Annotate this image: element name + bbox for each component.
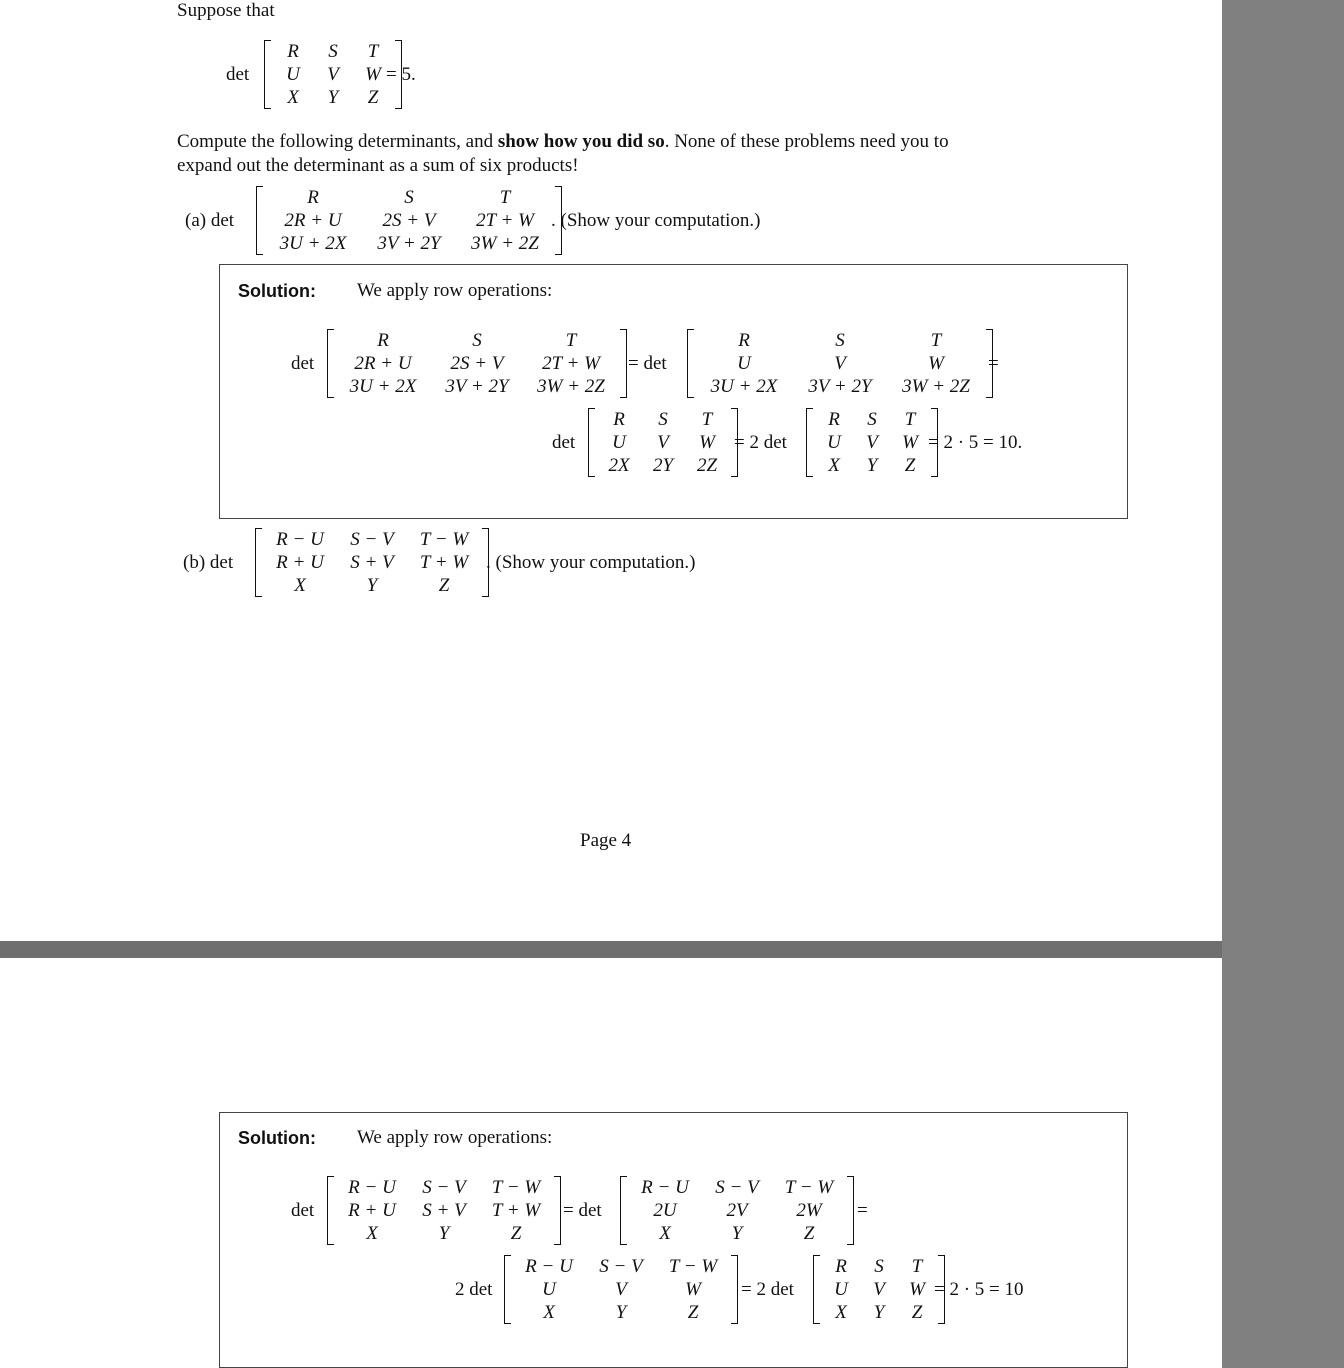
matrix-entry: T − W	[784, 1177, 834, 1198]
matrix-entry: Z	[367, 87, 379, 108]
sol-b-eq1: =	[857, 1200, 868, 1221]
matrix-entry: 3V + 2Y	[445, 376, 509, 397]
matrix-entry: V	[834, 353, 846, 374]
solution-b-box	[219, 1112, 1128, 1368]
matrix-entry: Y	[327, 87, 339, 108]
matrix-entry: V	[866, 432, 878, 453]
suppose-text: Suppose that	[177, 0, 275, 21]
matrix-entry: S − V	[350, 529, 394, 550]
problem-a-label: (a) det	[185, 210, 235, 231]
matrix-entry: Z	[687, 1302, 699, 1323]
matrix-entry: X	[366, 1223, 378, 1244]
document-page-2	[0, 958, 1222, 1368]
left-bracket	[588, 408, 595, 477]
matrix-entry: 3U + 2X	[710, 376, 778, 397]
sol-a-matrix4	[806, 408, 938, 477]
sol-b-eq-det: = det	[563, 1200, 602, 1221]
solution-a-intro: We apply row operations:	[357, 280, 553, 301]
sol-b-matrix4	[813, 1255, 945, 1324]
page-number: Page 4	[580, 830, 632, 851]
left-bracket	[327, 1176, 334, 1245]
matrix-entry: V	[327, 64, 339, 85]
matrix-entry: V	[615, 1279, 627, 1300]
matrix-entry: X	[659, 1223, 671, 1244]
matrix-entry: R	[377, 330, 389, 351]
matrix-entry: 3U + 2X	[349, 376, 417, 397]
solution-a-heading: Solution:	[238, 281, 316, 301]
left-bracket	[255, 528, 262, 597]
matrix-entry: R − U	[641, 1177, 689, 1198]
matrix-entry: T	[367, 41, 379, 62]
matrix-entry: W	[365, 64, 381, 85]
sol-a-det3: det	[552, 432, 576, 453]
left-bracket	[813, 1255, 820, 1324]
instructions-line1: Compute the following determinants, and show how you did so. None of these problems need you to	[177, 131, 949, 152]
matrix-entry: R	[613, 409, 625, 430]
matrix-entry: S + V	[422, 1200, 466, 1221]
matrix-entry: U	[834, 1279, 848, 1300]
sol-b-eq-2det: = 2 det	[741, 1279, 794, 1300]
problem-b-note: . (Show your computation.)	[486, 552, 696, 573]
matrix-entry: 2S + V	[382, 210, 436, 231]
matrix-entry: S + V	[350, 552, 394, 573]
matrix-entry: 3W + 2Z	[902, 376, 970, 397]
right-bracket	[731, 1255, 738, 1324]
sol-a-eq1: =	[988, 353, 999, 374]
matrix-entry: 2R + U	[354, 353, 412, 374]
left-bracket	[256, 186, 263, 255]
given-matrix	[264, 40, 402, 109]
matrix-entry: 2V	[726, 1200, 748, 1221]
matrix-entry: 3V + 2Y	[377, 233, 441, 254]
matrix-entry: T − W	[419, 529, 469, 550]
matrix-entry: Y	[366, 575, 378, 596]
matrix-entry: Y	[873, 1302, 885, 1323]
det-label: det	[226, 64, 250, 85]
matrix-entry: Y	[615, 1302, 627, 1323]
matrix-entry: Z	[510, 1223, 522, 1244]
matrix-entry: S − V	[599, 1256, 643, 1277]
matrix-entry: S	[404, 187, 414, 208]
matrix-entry: 3W + 2Z	[537, 376, 605, 397]
matrix-entry: X	[294, 575, 306, 596]
sol-a-result: = 2 · 5 = 10.	[928, 432, 1023, 453]
sol-a-eq-2det: = 2 det	[734, 432, 787, 453]
matrix-entry: T	[701, 409, 713, 430]
matrix-entry: U	[827, 432, 841, 453]
right-bracket	[847, 1176, 854, 1245]
left-bracket	[620, 1176, 627, 1245]
matrix-entry: S	[874, 1256, 884, 1277]
matrix-entry: T − W	[668, 1256, 718, 1277]
matrix-entry: Z	[911, 1302, 923, 1323]
instructions-line2: expand out the determinant as a sum of six products!	[177, 155, 579, 176]
matrix-entry: 3U + 2X	[279, 233, 347, 254]
matrix-entry: U	[542, 1279, 556, 1300]
sol-a-matrix2	[687, 329, 993, 398]
matrix-entry: Z	[904, 455, 916, 476]
matrix-entry: T + W	[419, 552, 469, 573]
sol-b-matrix1	[327, 1176, 561, 1245]
matrix-entry: 2S + V	[450, 353, 504, 374]
matrix-entry: 2U	[653, 1200, 677, 1221]
matrix-entry: S	[835, 330, 845, 351]
left-bracket	[327, 329, 334, 398]
matrix-entry: W	[909, 1279, 925, 1300]
matrix-entry: T	[565, 330, 577, 351]
matrix-entry: W	[902, 432, 918, 453]
sol-a-matrix1	[327, 329, 627, 398]
matrix-entry: X	[828, 455, 840, 476]
sol-b-result: = 2 · 5 = 10	[934, 1279, 1024, 1300]
matrix-entry: R	[287, 41, 299, 62]
left-bracket	[504, 1255, 511, 1324]
matrix-entry: T	[911, 1256, 923, 1277]
matrix-entry: U	[737, 353, 751, 374]
left-bracket	[264, 40, 271, 109]
right-bracket	[554, 1176, 561, 1245]
sol-b-det1: det	[291, 1200, 315, 1221]
sol-a-det1: det	[291, 353, 315, 374]
matrix-entry: R + U	[348, 1200, 396, 1221]
matrix-entry: T + W	[491, 1200, 541, 1221]
problem-b-label: (b) det	[183, 552, 234, 573]
matrix-entry: S	[328, 41, 338, 62]
solution-b-heading: Solution:	[238, 1128, 316, 1148]
sol-b-matrix3	[504, 1255, 738, 1324]
sol-b-matrix2	[620, 1176, 854, 1245]
matrix-entry: R + U	[276, 552, 324, 573]
matrix-entry: R − U	[525, 1256, 573, 1277]
matrix-entry: W	[685, 1279, 701, 1300]
matrix-entry: T	[499, 187, 511, 208]
matrix-entry: Y	[438, 1223, 450, 1244]
matrix-entry: 2R + U	[284, 210, 342, 231]
matrix-entry: 3V + 2Y	[808, 376, 872, 397]
matrix-entry: 2T + W	[476, 210, 534, 231]
page-gap	[0, 941, 1222, 958]
given-equals: = 5.	[386, 64, 416, 85]
sol-a-eq-det: = det	[628, 353, 667, 374]
matrix-entry: V	[657, 432, 669, 453]
matrix-entry: R	[738, 330, 750, 351]
matrix-entry: R	[835, 1256, 847, 1277]
matrix-entry: T − W	[491, 1177, 541, 1198]
solution-b-intro: We apply row operations:	[357, 1127, 553, 1148]
matrix-entry: 2Y	[652, 455, 674, 476]
problem-b-matrix	[255, 528, 489, 597]
matrix-entry: R	[828, 409, 840, 430]
matrix-entry: T	[904, 409, 916, 430]
matrix-entry: W	[699, 432, 715, 453]
matrix-entry: T	[930, 330, 942, 351]
matrix-entry: S	[658, 409, 668, 430]
matrix-entry: S − V	[715, 1177, 759, 1198]
matrix-entry: S	[867, 409, 877, 430]
matrix-entry: V	[873, 1279, 885, 1300]
matrix-entry: 2T + W	[542, 353, 600, 374]
matrix-entry: U	[286, 64, 300, 85]
matrix-entry: Z	[438, 575, 450, 596]
matrix-entry: S	[472, 330, 482, 351]
matrix-entry: 2W	[796, 1200, 822, 1221]
matrix-entry: X	[835, 1302, 847, 1323]
sol-b-det3: 2 det	[455, 1279, 493, 1300]
matrix-entry: X	[543, 1302, 555, 1323]
sol-a-matrix3	[588, 408, 738, 477]
problem-a-matrix	[256, 186, 562, 255]
matrix-entry: W	[928, 353, 944, 374]
matrix-entry: R − U	[348, 1177, 396, 1198]
matrix-entry: 3W + 2Z	[471, 233, 539, 254]
matrix-entry: 2Z	[696, 455, 718, 476]
matrix-entry: X	[287, 87, 299, 108]
left-bracket	[687, 329, 694, 398]
matrix-entry: U	[612, 432, 626, 453]
left-bracket	[806, 408, 813, 477]
matrix-entry: R − U	[276, 529, 324, 550]
matrix-entry: R	[307, 187, 319, 208]
solution-a-box	[219, 264, 1128, 519]
matrix-entry: Y	[866, 455, 878, 476]
matrix-entry: 2X	[608, 455, 630, 476]
right-bracket	[620, 329, 627, 398]
problem-a-note: . (Show your computation.)	[551, 210, 761, 231]
matrix-entry: S − V	[422, 1177, 466, 1198]
matrix-entry: Y	[731, 1223, 743, 1244]
matrix-entry: Z	[803, 1223, 815, 1244]
